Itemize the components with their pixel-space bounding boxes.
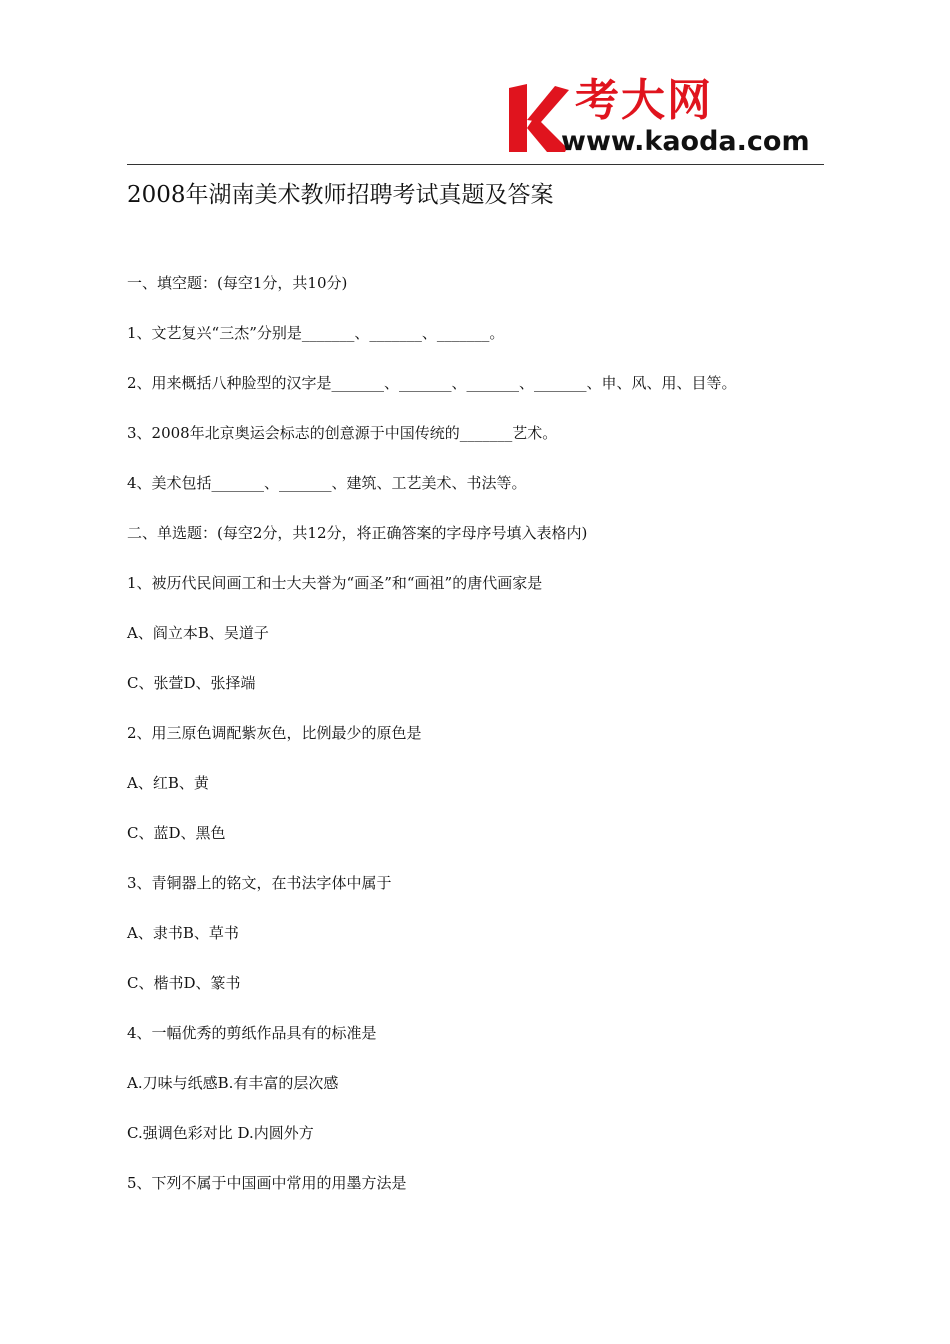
- question-line: 2、用来概括八种脸型的汉字是_______、_______、_______、_______、申、风、用、目等。: [127, 374, 737, 392]
- option-line: C、楷书D、篆书: [127, 974, 241, 992]
- option-line: C、蓝D、黑色: [127, 824, 226, 842]
- question-line: 3、2008年北京奥运会标志的创意源于中国传统的_______艺术。: [127, 424, 558, 442]
- option-line: C.强调色彩对比 D.内圆外方: [127, 1124, 314, 1142]
- question-list: [127, 268, 827, 1218]
- option-line: C、张萱D、张择端: [127, 674, 256, 692]
- question-line: 3、青铜器上的铭文，在书法字体中属于: [127, 874, 392, 892]
- question-line: 2、用三原色调配紫灰色，比例最少的原色是: [127, 724, 422, 742]
- section-heading: 二、单选题：(每空2分，共12分，将正确答案的字母序号填入表格内): [127, 524, 588, 542]
- header-divider: [127, 164, 824, 165]
- document-title: 2008年湖南美术教师招聘考试真题及答案: [127, 182, 554, 208]
- option-line: A、红B、黄: [127, 774, 209, 792]
- logo-url-text: www.kaoda.com: [561, 126, 810, 157]
- option-line: A、阎立本B、吴道子: [127, 624, 269, 642]
- kaoda-logo: [505, 76, 830, 162]
- question-line: 1、文艺复兴“三杰”分别是_______、_______、_______。: [127, 324, 505, 342]
- question-line: 4、美术包括_______、_______、建筑、工艺美术、书法等。: [127, 474, 527, 492]
- logo-chinese-text: 考大网: [575, 75, 713, 126]
- question-line: 5、下列不属于中国画中常用的用墨方法是: [127, 1174, 407, 1192]
- option-line: A.刀味与纸感B.有丰富的层次感: [127, 1074, 339, 1092]
- question-line: 4、一幅优秀的剪纸作品具有的标准是: [127, 1024, 377, 1042]
- section-heading: 一、填空题：(每空1分，共10分): [127, 274, 348, 292]
- option-line: A、隶书B、草书: [127, 924, 239, 942]
- question-line: 1、被历代民间画工和士大夫誉为“画圣”和“画祖”的唐代画家是: [127, 574, 543, 592]
